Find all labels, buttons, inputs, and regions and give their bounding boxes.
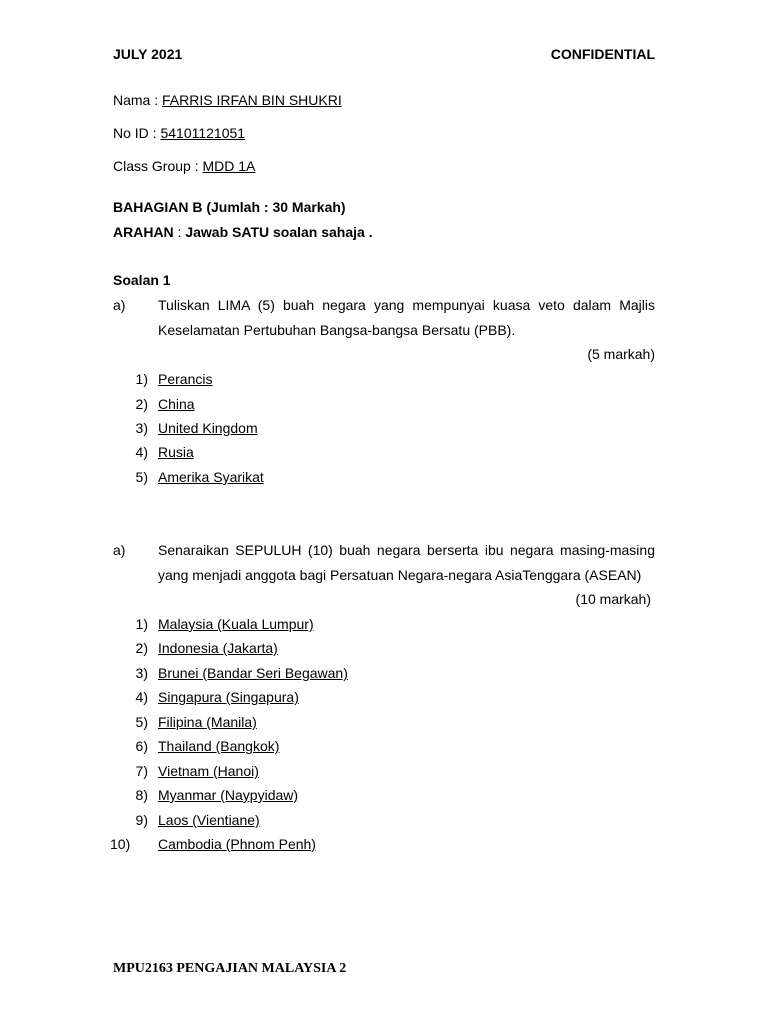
- part2-question-line2: yang menjadi anggota bagi Persatuan Negara-negara AsiaTenggara (ASEAN): [158, 567, 642, 583]
- list-item: Perancis: [158, 371, 213, 387]
- header-date: JULY 2021: [113, 46, 183, 62]
- student-group-value: MDD 1A: [202, 158, 256, 174]
- list-item: Thailand (Bangkok): [158, 738, 280, 754]
- student-name-row: [113, 92, 342, 108]
- list-item-number: 1): [135, 371, 148, 387]
- instruction-label: ARAHAN: [113, 224, 174, 240]
- header-classification: CONFIDENTIAL: [550, 46, 655, 62]
- student-name-value: FARRIS IRFAN BIN SHUKRI: [162, 92, 342, 108]
- student-id-value: 54101121051: [160, 125, 246, 141]
- list-item-number: 8): [135, 787, 148, 803]
- list-item: Myanmar (Naypyidaw): [158, 787, 299, 803]
- part1-marks: (5 markah): [587, 346, 655, 362]
- list-item: Amerika Syarikat: [158, 469, 264, 485]
- list-item-number: 2): [135, 640, 148, 656]
- part2-letter: a): [113, 542, 126, 558]
- student-group-row: [113, 158, 255, 174]
- list-item: Cambodia (Phnom Penh): [158, 836, 316, 852]
- list-item-number: 4): [135, 444, 148, 460]
- list-item: Malaysia (Kuala Lumpur): [158, 616, 314, 632]
- section-title: BAHAGIAN B (Jumlah : 30 Markah): [113, 199, 346, 215]
- part1-question-line2: Keselamatan Pertubuhan Bangsa-bangsa Bersatu (PBB).: [158, 322, 516, 338]
- list-item: Laos (Vientiane): [158, 812, 260, 828]
- list-item-number: 3): [135, 665, 148, 681]
- list-item-number: 2): [135, 396, 148, 412]
- list-item: China: [158, 396, 195, 412]
- list-item-number: 1): [135, 616, 148, 632]
- list-item-number: 4): [135, 689, 148, 705]
- list-item-number: 3): [135, 420, 148, 436]
- part2-question-line1: Senaraikan SEPULUH (10) buah negara berserta ibu negara masing-masing: [158, 542, 655, 558]
- part1-letter: a): [113, 297, 126, 313]
- list-item-number: 6): [135, 738, 148, 754]
- question-title: Soalan 1: [113, 272, 171, 288]
- student-id-label: No ID :: [113, 125, 161, 141]
- list-item-number: 5): [135, 469, 148, 485]
- section-instruction: [113, 224, 373, 240]
- student-id-row: [113, 125, 245, 141]
- list-item: Filipina (Manila): [158, 714, 257, 730]
- list-item-number: 10): [110, 836, 131, 852]
- list-item: Rusia: [158, 444, 194, 460]
- list-item: Brunei (Bandar Seri Begawan): [158, 665, 348, 681]
- list-item: United Kingdom: [158, 420, 258, 436]
- student-name-label: Nama :: [113, 92, 163, 108]
- list-item: Vietnam (Hanoi): [158, 763, 259, 779]
- instruction-sep: :: [173, 224, 186, 240]
- footer-course: MPU2163 PENGAJIAN MALAYSIA 2: [113, 961, 347, 976]
- student-group-label: Class Group :: [113, 158, 203, 174]
- list-item-number: 5): [135, 714, 148, 730]
- instruction-text: Jawab SATU soalan sahaja .: [185, 224, 373, 240]
- list-item: Singapura (Singapura): [158, 689, 299, 705]
- list-item-number: 7): [135, 763, 148, 779]
- list-item: Indonesia (Jakarta): [158, 640, 278, 656]
- part1-question-line1: Tuliskan LIMA (5) buah negara yang mempunyai kuasa veto dalam Majlis: [158, 297, 655, 313]
- part2-marks: (10 markah): [575, 591, 651, 607]
- list-item-number: 9): [135, 812, 148, 828]
